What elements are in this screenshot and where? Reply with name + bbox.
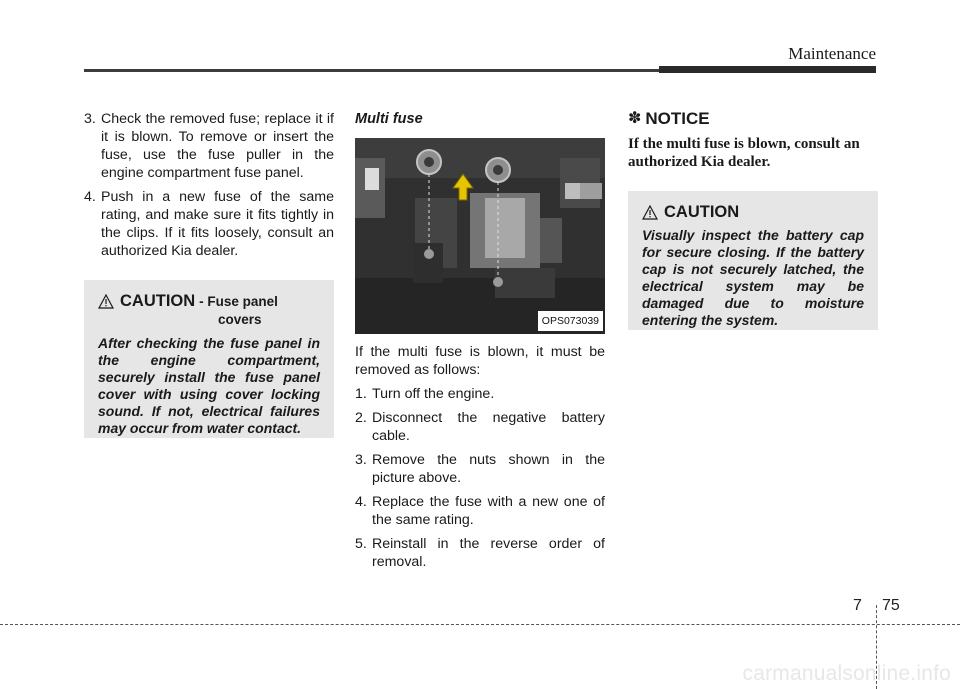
list-item <box>355 493 605 529</box>
caution-header <box>642 203 864 221</box>
caution-subtitle: - Fuse panel <box>199 294 278 309</box>
chapter-number: 7 <box>853 597 862 614</box>
step-text: Replace the fuse with a new one of the same rating. <box>372 494 605 528</box>
fuse-panel-caution-box <box>84 280 334 438</box>
step-text: Disconnect the negative battery cable. <box>372 410 605 444</box>
caution-subtitle-tail: covers <box>218 312 262 327</box>
caution-text: Visually inspect the battery cap for secure closing. If the battery cap is not securely latched, the electrical system may be damaged due to moisture entering the system. <box>642 227 864 328</box>
notice-star-icon: ✽ <box>628 110 642 127</box>
caution-heading <box>120 292 278 329</box>
step-number: 4. <box>84 189 96 205</box>
multi-fuse-illustration <box>355 138 605 334</box>
left-steps <box>84 110 334 260</box>
right-column <box>628 110 878 330</box>
caution-title: CAUTION <box>120 292 196 310</box>
caution-header <box>98 292 320 329</box>
list-item <box>84 110 334 182</box>
list-item <box>355 409 605 445</box>
step-text: Reinstall in the reverse order of removal. <box>372 536 605 570</box>
list-item <box>355 385 605 403</box>
caution-text: After checking the fuse panel in the engine compartment, securely install the fuse panel cover with using cover locking sound. If not, electrical failures may occur from water contact. <box>98 335 320 436</box>
warning-triangle-icon <box>642 205 658 220</box>
page-number: 75 <box>882 597 900 614</box>
multi-fuse-heading: Multi fuse <box>355 111 423 127</box>
caution-title: CAUTION <box>664 203 740 221</box>
step-number: 5. <box>355 536 367 552</box>
multi-fuse-photo <box>355 138 605 334</box>
notice-text: If the multi fuse is blown, consult an authorized Kia dealer. <box>628 136 860 170</box>
step-number: 3. <box>355 452 367 468</box>
photo-code: OPS073039 <box>538 311 603 331</box>
section-title: Maintenance <box>788 44 876 63</box>
step-number: 3. <box>84 111 96 127</box>
step-number: 4. <box>355 494 367 510</box>
header-rule-accent <box>659 66 876 73</box>
multi-fuse-intro: If the multi fuse is blown, it must be removed as follows: <box>355 344 605 378</box>
list-item <box>355 451 605 487</box>
middle-column <box>355 110 605 577</box>
battery-cap-caution-box <box>628 191 878 330</box>
step-number: 1. <box>355 386 367 402</box>
list-item <box>84 188 334 260</box>
step-text: Push in a new fuse of the same rating, and make sure it fits tightly in the clips. If it fits loosely, consult an authorized Kia dealer. <box>101 189 334 259</box>
warning-triangle-icon <box>98 294 114 309</box>
watermark: carmanualsonline.info <box>742 662 951 685</box>
multi-fuse-steps <box>355 385 605 571</box>
notice-heading <box>628 110 878 128</box>
notice-title: NOTICE <box>645 109 710 128</box>
step-text: Turn off the engine. <box>372 386 495 402</box>
left-column <box>84 110 334 438</box>
step-text: Check the removed fuse; replace it if it is blown. To remove or insert the fuse, use the fuse puller in the engine compartment fuse panel. <box>101 111 334 181</box>
step-text: Remove the nuts shown in the picture above. <box>372 452 605 486</box>
footer-rule <box>0 624 960 625</box>
list-item <box>355 535 605 571</box>
step-number: 2. <box>355 410 367 426</box>
